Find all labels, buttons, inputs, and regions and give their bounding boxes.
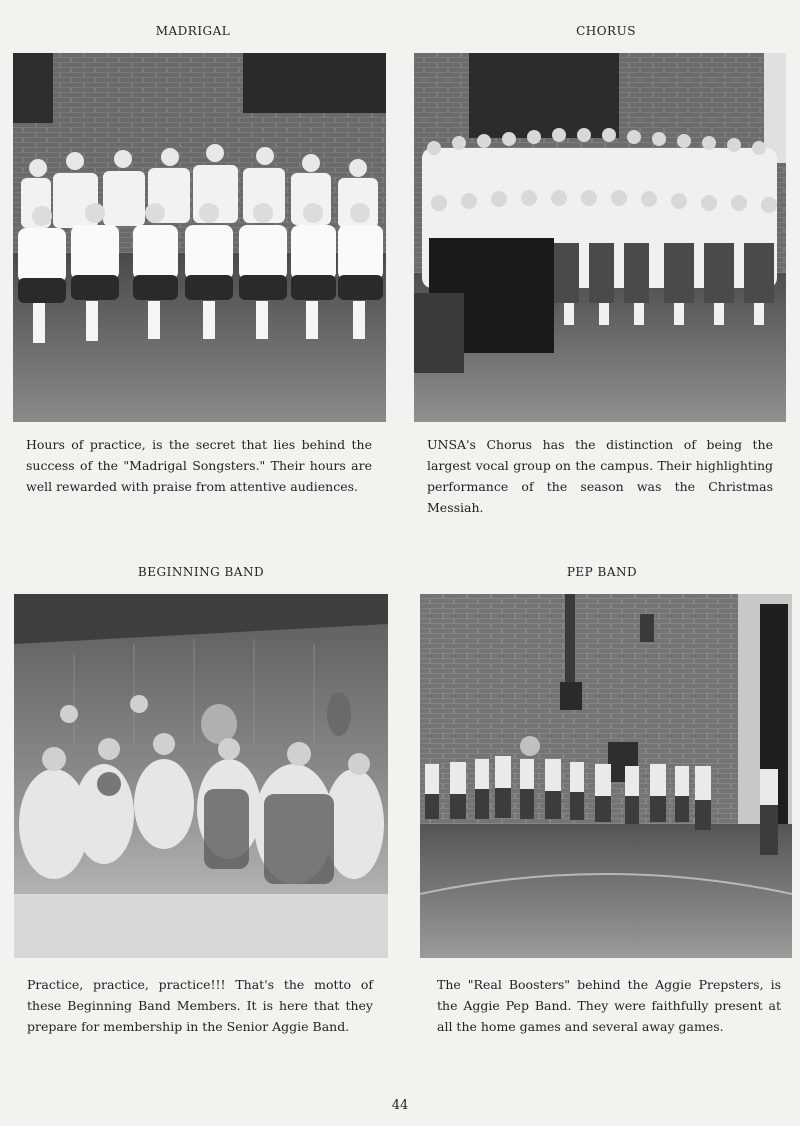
pep-band-title: PEP BAND bbox=[566, 565, 638, 579]
chorus-photo bbox=[414, 53, 786, 422]
madrigal-caption: Hours of practice, is the secret that lies behind the success of the "Madrigal Songsters." Their hours are well rewarded with praise from attentive audiences. bbox=[26, 437, 372, 494]
chorus-caption: UNSA's Chorus has the distinction of being the largest vocal group on the campus. Their highlighting performance of the season was the Christmas Messiah. bbox=[427, 437, 773, 515]
pep-band-photo bbox=[420, 594, 792, 958]
beginning-band-title: BEGINNING BAND bbox=[137, 565, 265, 579]
beginning-band-caption: Practice, practice, practice!!! That's the motto of these Beginning Band Members. It is here that they prepare for membership in the Senior Aggie Band. bbox=[27, 977, 373, 1034]
page-number: 44 bbox=[391, 1098, 409, 1113]
chorus-title: CHORUS bbox=[576, 24, 636, 38]
beginning-band-photo bbox=[14, 594, 388, 958]
madrigal-photo bbox=[13, 53, 386, 422]
pep-band-caption: The "Real Boosters" behind the Aggie Prepsters, is the Aggie Pep Band. They were faithfully present at all the home games and several away games. bbox=[437, 977, 781, 1034]
madrigal-title: MADRIGAL bbox=[155, 24, 231, 38]
